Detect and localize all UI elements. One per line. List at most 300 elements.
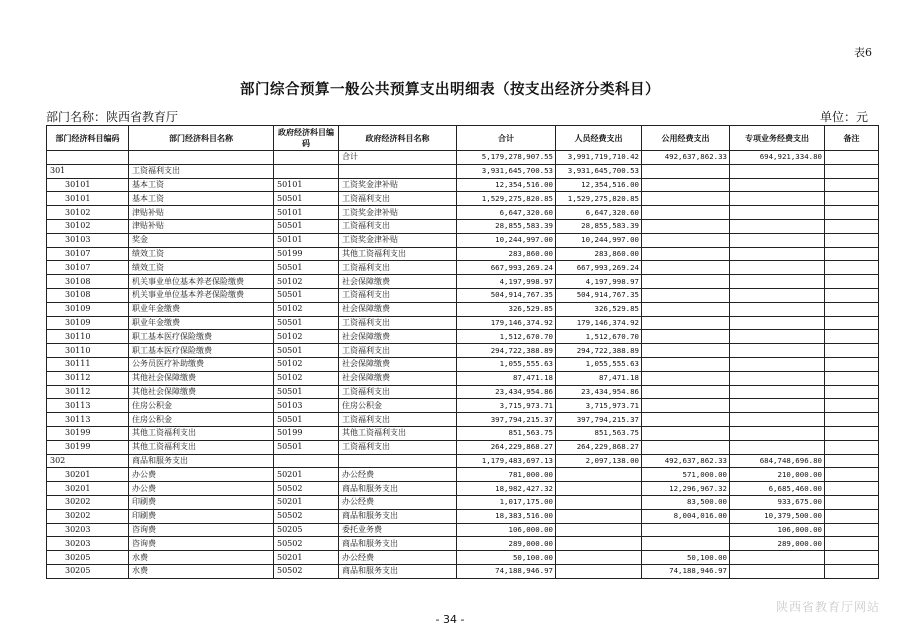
cell-total: 283,860.00 bbox=[457, 247, 556, 261]
cell-code: 302 bbox=[47, 454, 129, 468]
cell-name: 印刷费 bbox=[129, 495, 274, 509]
table-row bbox=[47, 151, 879, 165]
cell-gname: 其他工资福利支出 bbox=[339, 247, 457, 261]
cell-gcode bbox=[274, 454, 339, 468]
cell-public bbox=[642, 178, 730, 192]
cell-gname: 社会保障缴费 bbox=[339, 275, 457, 289]
cell-name: 水费 bbox=[129, 551, 274, 565]
cell-total: 1,529,275,820.85 bbox=[457, 192, 556, 206]
cell-gcode: 50101 bbox=[274, 206, 339, 220]
cell-gcode: 50201 bbox=[274, 551, 339, 565]
cell-name: 机关事业单位基本养老保险缴费 bbox=[129, 288, 274, 302]
cell-gname: 商品和服务支出 bbox=[339, 482, 457, 496]
cell-public bbox=[642, 219, 730, 233]
cell-gcode: 50199 bbox=[274, 247, 339, 261]
cell-name: 其他工资福利支出 bbox=[129, 440, 274, 454]
cell-total: 18,383,516.00 bbox=[457, 509, 556, 523]
cell-total: 667,993,269.24 bbox=[457, 261, 556, 275]
table-row bbox=[47, 164, 879, 178]
cell-remark bbox=[825, 495, 879, 509]
cell-code: 30203 bbox=[47, 523, 129, 537]
cell-person: 3,715,973.71 bbox=[556, 399, 642, 413]
cell-gname: 社会保障缴费 bbox=[339, 371, 457, 385]
cell-special: 694,921,334.80 bbox=[730, 151, 825, 165]
cell-person bbox=[556, 509, 642, 523]
cell-remark bbox=[825, 192, 879, 206]
cell-person bbox=[556, 523, 642, 537]
table-row bbox=[47, 482, 879, 496]
cell-public bbox=[642, 426, 730, 440]
cell-remark bbox=[825, 357, 879, 371]
cell-gname: 社会保障缴费 bbox=[339, 302, 457, 316]
cell-public bbox=[642, 206, 730, 220]
cell-code: 30108 bbox=[47, 288, 129, 302]
cell-person bbox=[556, 564, 642, 578]
cell-gcode: 50201 bbox=[274, 468, 339, 482]
cell-gcode: 50205 bbox=[274, 523, 339, 537]
cell-gname: 委托业务费 bbox=[339, 523, 457, 537]
cell-special: 933,675.00 bbox=[730, 495, 825, 509]
cell-remark bbox=[825, 206, 879, 220]
table-row bbox=[47, 178, 879, 192]
cell-gname bbox=[339, 454, 457, 468]
cell-gname: 工资奖金津补贴 bbox=[339, 206, 457, 220]
cell-person: 1,529,275,820.85 bbox=[556, 192, 642, 206]
cell-name: 咨询费 bbox=[129, 537, 274, 551]
cell-person: 851,563.75 bbox=[556, 426, 642, 440]
cell-gname: 办公经费 bbox=[339, 551, 457, 565]
cell-public bbox=[642, 399, 730, 413]
cell-name: 办公费 bbox=[129, 482, 274, 496]
cell-public: 74,188,946.97 bbox=[642, 564, 730, 578]
table-row bbox=[47, 454, 879, 468]
cell-special bbox=[730, 440, 825, 454]
cell-code: 30111 bbox=[47, 357, 129, 371]
cell-name bbox=[129, 151, 274, 165]
cell-total: 1,179,483,697.13 bbox=[457, 454, 556, 468]
table-row bbox=[47, 344, 879, 358]
cell-person: 397,794,215.37 bbox=[556, 413, 642, 427]
cell-code: 30202 bbox=[47, 509, 129, 523]
cell-person bbox=[556, 482, 642, 496]
cell-code: 30113 bbox=[47, 399, 129, 413]
cell-person: 10,244,997.00 bbox=[556, 233, 642, 247]
cell-person: 504,914,767.35 bbox=[556, 288, 642, 302]
cell-name: 工资福利支出 bbox=[129, 164, 274, 178]
page-number: - 34 - bbox=[435, 613, 465, 626]
cell-gname: 工资福利支出 bbox=[339, 385, 457, 399]
cell-special bbox=[730, 247, 825, 261]
table-row bbox=[47, 371, 879, 385]
cell-code: 30109 bbox=[47, 302, 129, 316]
cell-gcode bbox=[274, 151, 339, 165]
cell-code: 30102 bbox=[47, 206, 129, 220]
cell-total: 1,017,175.00 bbox=[457, 495, 556, 509]
cell-name: 住房公积金 bbox=[129, 399, 274, 413]
cell-public bbox=[642, 233, 730, 247]
cell-public bbox=[642, 275, 730, 289]
table-row bbox=[47, 247, 879, 261]
cell-gcode: 50501 bbox=[274, 192, 339, 206]
cell-total: 289,000.00 bbox=[457, 537, 556, 551]
cell-gname: 工资福利支出 bbox=[339, 316, 457, 330]
cell-total: 74,188,946.97 bbox=[457, 564, 556, 578]
cell-special bbox=[730, 288, 825, 302]
cell-person: 3,931,645,700.53 bbox=[556, 164, 642, 178]
cell-special bbox=[730, 399, 825, 413]
cell-special: 684,748,696.80 bbox=[730, 454, 825, 468]
cell-remark bbox=[825, 178, 879, 192]
cell-person: 2,097,138.00 bbox=[556, 454, 642, 468]
cell-code bbox=[47, 151, 129, 165]
cell-code: 30205 bbox=[47, 564, 129, 578]
cell-total: 18,982,427.32 bbox=[457, 482, 556, 496]
cell-gcode: 50101 bbox=[274, 178, 339, 192]
cell-total: 28,855,583.39 bbox=[457, 219, 556, 233]
cell-total: 23,434,954.86 bbox=[457, 385, 556, 399]
cell-remark bbox=[825, 233, 879, 247]
page-title: 部门综合预算一般公共预算支出明细表（按支出经济分类科目） bbox=[240, 82, 660, 98]
cell-special bbox=[730, 233, 825, 247]
cell-gcode: 50501 bbox=[274, 288, 339, 302]
cell-person: 6,647,320.60 bbox=[556, 206, 642, 220]
table-row bbox=[47, 288, 879, 302]
cell-remark bbox=[825, 468, 879, 482]
cell-special bbox=[730, 413, 825, 427]
table-row bbox=[47, 219, 879, 233]
cell-special bbox=[730, 275, 825, 289]
table-number-label: 表6 bbox=[854, 46, 872, 59]
cell-public: 571,000.00 bbox=[642, 468, 730, 482]
cell-code: 30199 bbox=[47, 426, 129, 440]
cell-person bbox=[556, 537, 642, 551]
cell-code: 30101 bbox=[47, 192, 129, 206]
cell-person bbox=[556, 468, 642, 482]
cell-gname: 工资奖金津补贴 bbox=[339, 178, 457, 192]
cell-gcode: 50502 bbox=[274, 564, 339, 578]
cell-remark bbox=[825, 288, 879, 302]
cell-special: 106,000.00 bbox=[730, 523, 825, 537]
table-row bbox=[47, 523, 879, 537]
cell-gcode: 50502 bbox=[274, 537, 339, 551]
cell-gname: 工资福利支出 bbox=[339, 261, 457, 275]
col-header-remarks: 备注 bbox=[825, 126, 879, 151]
cell-public: 492,637,862.33 bbox=[642, 454, 730, 468]
cell-remark bbox=[825, 413, 879, 427]
cell-public bbox=[642, 385, 730, 399]
cell-person: 28,855,583.39 bbox=[556, 219, 642, 233]
cell-gname: 工资福利支出 bbox=[339, 344, 457, 358]
cell-total: 87,471.18 bbox=[457, 371, 556, 385]
table-row bbox=[47, 509, 879, 523]
cell-special bbox=[730, 261, 825, 275]
col-header-gov-code: 政府经济科目编码 bbox=[274, 126, 339, 151]
cell-code: 30112 bbox=[47, 385, 129, 399]
cell-code: 30201 bbox=[47, 482, 129, 496]
cell-special bbox=[730, 371, 825, 385]
cell-name: 印刷费 bbox=[129, 509, 274, 523]
col-header-gov-name: 政府经济科目名称 bbox=[339, 126, 457, 151]
cell-public bbox=[642, 261, 730, 275]
cell-code: 30109 bbox=[47, 316, 129, 330]
cell-public bbox=[642, 537, 730, 551]
cell-gname: 工资福利支出 bbox=[339, 219, 457, 233]
cell-gname: 办公经费 bbox=[339, 495, 457, 509]
cell-name: 奖金 bbox=[129, 233, 274, 247]
cell-total: 179,146,374.92 bbox=[457, 316, 556, 330]
cell-total: 264,229,868.27 bbox=[457, 440, 556, 454]
cell-special bbox=[730, 330, 825, 344]
table-row bbox=[47, 564, 879, 578]
col-header-dept-name: 部门经济科目名称 bbox=[129, 126, 274, 151]
cell-gcode: 50501 bbox=[274, 261, 339, 275]
cell-total: 504,914,767.35 bbox=[457, 288, 556, 302]
watermark: 陕西省教育厅网站 bbox=[775, 600, 880, 614]
cell-total: 397,794,215.37 bbox=[457, 413, 556, 427]
cell-total: 1,512,670.70 bbox=[457, 330, 556, 344]
cell-remark bbox=[825, 316, 879, 330]
cell-public: 12,296,967.32 bbox=[642, 482, 730, 496]
cell-total: 3,931,645,700.53 bbox=[457, 164, 556, 178]
cell-remark bbox=[825, 247, 879, 261]
cell-name: 其他社会保障缴费 bbox=[129, 385, 274, 399]
table-row bbox=[47, 192, 879, 206]
budget-table bbox=[46, 125, 879, 579]
cell-gcode: 50102 bbox=[274, 302, 339, 316]
col-header-public: 公用经费支出 bbox=[642, 126, 730, 151]
cell-total: 6,647,320.60 bbox=[457, 206, 556, 220]
cell-code: 30107 bbox=[47, 247, 129, 261]
table-row bbox=[47, 275, 879, 289]
cell-remark bbox=[825, 302, 879, 316]
cell-total: 851,563.75 bbox=[457, 426, 556, 440]
cell-gcode bbox=[274, 164, 339, 178]
cell-public: 50,100.00 bbox=[642, 551, 730, 565]
cell-public bbox=[642, 413, 730, 427]
cell-public: 8,004,016.00 bbox=[642, 509, 730, 523]
cell-total: 106,000.00 bbox=[457, 523, 556, 537]
cell-total: 3,715,973.71 bbox=[457, 399, 556, 413]
table-row bbox=[47, 399, 879, 413]
cell-special: 210,000.00 bbox=[730, 468, 825, 482]
table-row bbox=[47, 316, 879, 330]
cell-gcode: 50501 bbox=[274, 413, 339, 427]
cell-gname: 商品和服务支出 bbox=[339, 564, 457, 578]
cell-name: 办公费 bbox=[129, 468, 274, 482]
cell-name: 公务员医疗补助缴费 bbox=[129, 357, 274, 371]
cell-gcode: 50101 bbox=[274, 233, 339, 247]
cell-gname: 工资奖金津补贴 bbox=[339, 233, 457, 247]
cell-remark bbox=[825, 275, 879, 289]
table-row bbox=[47, 357, 879, 371]
cell-remark bbox=[825, 219, 879, 233]
cell-remark bbox=[825, 509, 879, 523]
table-row bbox=[47, 426, 879, 440]
cell-total: 5,179,278,907.55 bbox=[457, 151, 556, 165]
cell-gcode: 50501 bbox=[274, 219, 339, 233]
cell-public bbox=[642, 523, 730, 537]
cell-gname: 商品和服务支出 bbox=[339, 537, 457, 551]
unit-label: 单位：元 bbox=[819, 110, 868, 124]
cell-remark bbox=[825, 523, 879, 537]
cell-special bbox=[730, 385, 825, 399]
table-row bbox=[47, 261, 879, 275]
cell-special bbox=[730, 564, 825, 578]
cell-remark bbox=[825, 440, 879, 454]
cell-gcode: 50199 bbox=[274, 426, 339, 440]
cell-public bbox=[642, 316, 730, 330]
cell-person bbox=[556, 551, 642, 565]
cell-public bbox=[642, 288, 730, 302]
cell-gname: 工资福利支出 bbox=[339, 288, 457, 302]
cell-code: 30199 bbox=[47, 440, 129, 454]
cell-person bbox=[556, 495, 642, 509]
cell-person: 326,529.85 bbox=[556, 302, 642, 316]
cell-name: 津贴补贴 bbox=[129, 219, 274, 233]
cell-total: 10,244,997.00 bbox=[457, 233, 556, 247]
cell-remark bbox=[825, 385, 879, 399]
cell-special bbox=[730, 302, 825, 316]
cell-gcode: 50501 bbox=[274, 344, 339, 358]
cell-gcode: 50502 bbox=[274, 509, 339, 523]
cell-code: 30107 bbox=[47, 261, 129, 275]
department-label: 部门名称：陕西省教育厅 bbox=[46, 110, 179, 124]
cell-special bbox=[730, 551, 825, 565]
cell-special bbox=[730, 192, 825, 206]
cell-person: 283,860.00 bbox=[556, 247, 642, 261]
cell-gcode: 50102 bbox=[274, 357, 339, 371]
cell-code: 30201 bbox=[47, 468, 129, 482]
cell-person: 12,354,516.00 bbox=[556, 178, 642, 192]
cell-gname: 住房公积金 bbox=[339, 399, 457, 413]
cell-gcode: 50501 bbox=[274, 440, 339, 454]
cell-person: 179,146,374.92 bbox=[556, 316, 642, 330]
col-header-personnel: 人员经费支出 bbox=[556, 126, 642, 151]
cell-public bbox=[642, 247, 730, 261]
cell-code: 30101 bbox=[47, 178, 129, 192]
cell-gname: 合计 bbox=[339, 151, 457, 165]
cell-public: 492,637,862.33 bbox=[642, 151, 730, 165]
table-row bbox=[47, 551, 879, 565]
table-row bbox=[47, 206, 879, 220]
cell-gcode: 50501 bbox=[274, 385, 339, 399]
header-row bbox=[47, 126, 879, 151]
cell-code: 30112 bbox=[47, 371, 129, 385]
cell-code: 30205 bbox=[47, 551, 129, 565]
cell-special bbox=[730, 178, 825, 192]
cell-name: 绩效工资 bbox=[129, 261, 274, 275]
cell-special bbox=[730, 206, 825, 220]
table-row bbox=[47, 233, 879, 247]
cell-remark bbox=[825, 151, 879, 165]
cell-public bbox=[642, 440, 730, 454]
cell-code: 30203 bbox=[47, 537, 129, 551]
cell-remark bbox=[825, 330, 879, 344]
cell-name: 咨询费 bbox=[129, 523, 274, 537]
cell-code: 30202 bbox=[47, 495, 129, 509]
cell-public bbox=[642, 302, 730, 316]
cell-public bbox=[642, 344, 730, 358]
cell-gname: 社会保障缴费 bbox=[339, 357, 457, 371]
cell-code: 30110 bbox=[47, 330, 129, 344]
cell-gname: 工资福利支出 bbox=[339, 440, 457, 454]
cell-gname: 工资福利支出 bbox=[339, 192, 457, 206]
cell-remark bbox=[825, 564, 879, 578]
table-row bbox=[47, 537, 879, 551]
cell-total: 326,529.85 bbox=[457, 302, 556, 316]
cell-code: 30113 bbox=[47, 413, 129, 427]
table-row bbox=[47, 385, 879, 399]
table-row bbox=[47, 302, 879, 316]
cell-person: 23,434,954.86 bbox=[556, 385, 642, 399]
table-row bbox=[47, 468, 879, 482]
cell-remark bbox=[825, 454, 879, 468]
col-header-total: 合计 bbox=[457, 126, 556, 151]
cell-person: 3,991,719,710.42 bbox=[556, 151, 642, 165]
cell-code: 30108 bbox=[47, 275, 129, 289]
cell-total: 4,197,998.97 bbox=[457, 275, 556, 289]
cell-gname: 其他工资福利支出 bbox=[339, 426, 457, 440]
cell-name: 机关事业单位基本养老保险缴费 bbox=[129, 275, 274, 289]
cell-person: 294,722,388.89 bbox=[556, 344, 642, 358]
table-row bbox=[47, 495, 879, 509]
cell-name: 职工基本医疗保险缴费 bbox=[129, 330, 274, 344]
cell-gcode: 50102 bbox=[274, 371, 339, 385]
cell-person: 264,229,868.27 bbox=[556, 440, 642, 454]
cell-special: 10,379,500.00 bbox=[730, 509, 825, 523]
cell-remark bbox=[825, 482, 879, 496]
cell-person: 1,512,670.70 bbox=[556, 330, 642, 344]
cell-public: 83,500.00 bbox=[642, 495, 730, 509]
cell-remark bbox=[825, 399, 879, 413]
cell-gname: 工资福利支出 bbox=[339, 413, 457, 427]
table-row bbox=[47, 330, 879, 344]
cell-special bbox=[730, 344, 825, 358]
cell-gname bbox=[339, 164, 457, 178]
cell-gcode: 50102 bbox=[274, 330, 339, 344]
cell-name: 住房公积金 bbox=[129, 413, 274, 427]
cell-code: 30110 bbox=[47, 344, 129, 358]
cell-special bbox=[730, 316, 825, 330]
cell-name: 职业年金缴费 bbox=[129, 302, 274, 316]
cell-special: 6,685,460.00 bbox=[730, 482, 825, 496]
cell-total: 781,000.00 bbox=[457, 468, 556, 482]
cell-remark bbox=[825, 537, 879, 551]
cell-name: 商品和服务支出 bbox=[129, 454, 274, 468]
cell-gcode: 50103 bbox=[274, 399, 339, 413]
cell-code: 301 bbox=[47, 164, 129, 178]
cell-name: 基本工资 bbox=[129, 178, 274, 192]
col-header-dept-code: 部门经济科目编码 bbox=[47, 126, 129, 151]
cell-remark bbox=[825, 371, 879, 385]
cell-public bbox=[642, 330, 730, 344]
cell-remark bbox=[825, 164, 879, 178]
cell-gname: 商品和服务支出 bbox=[339, 509, 457, 523]
cell-person: 667,993,269.24 bbox=[556, 261, 642, 275]
cell-person: 1,055,555.63 bbox=[556, 357, 642, 371]
cell-code: 30102 bbox=[47, 219, 129, 233]
cell-code: 30103 bbox=[47, 233, 129, 247]
cell-name: 其他工资福利支出 bbox=[129, 426, 274, 440]
cell-special bbox=[730, 426, 825, 440]
cell-name: 职工基本医疗保险缴费 bbox=[129, 344, 274, 358]
cell-gcode: 50102 bbox=[274, 275, 339, 289]
cell-person: 4,197,998.97 bbox=[556, 275, 642, 289]
cell-gcode: 50502 bbox=[274, 482, 339, 496]
cell-name: 绩效工资 bbox=[129, 247, 274, 261]
cell-name: 水费 bbox=[129, 564, 274, 578]
cell-special bbox=[730, 219, 825, 233]
